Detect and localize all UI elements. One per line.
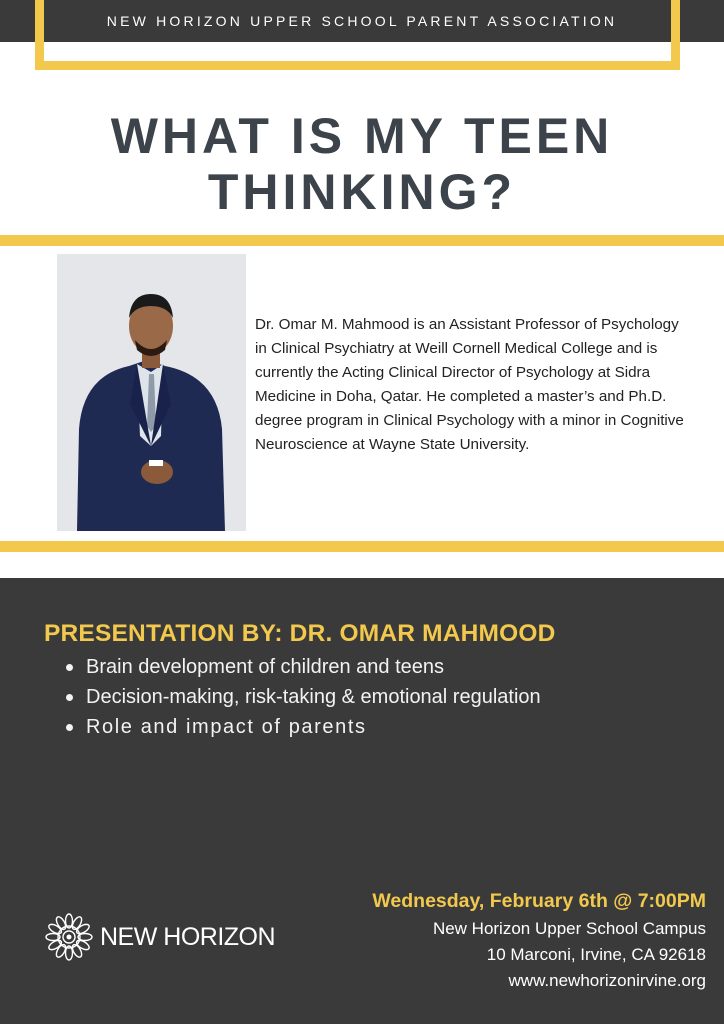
event-details	[372, 886, 706, 994]
divider-bottom	[0, 541, 724, 552]
event-website[interactable]: www.newhorizonirvine.org	[508, 971, 706, 990]
page-title	[0, 108, 724, 220]
school-logo	[44, 912, 275, 962]
logo-text: NEW HORIZON	[100, 922, 276, 951]
header-frame	[35, 0, 680, 70]
topic-item: Role and impact of parents	[66, 712, 541, 742]
topic-item: Brain development of children and teens	[66, 652, 541, 682]
divider-top	[0, 235, 724, 246]
presentation-heading: PRESENTATION BY: DR. OMAR MAHMOOD	[44, 620, 556, 647]
speaker-portrait	[57, 254, 246, 531]
event-date: Wednesday, February 6th @ 7:00PM	[372, 890, 706, 912]
mandala-icon	[44, 912, 94, 962]
topic-item: Decision-making, risk-taking & emotional regulation	[66, 682, 541, 712]
event-address: 10 Marconi, Irvine, CA 92618	[486, 945, 706, 964]
association-name: NEW HORIZON UPPER SCHOOL PARENT ASSOCIATION	[106, 13, 618, 29]
topic-list	[66, 652, 541, 742]
speaker-bio: Dr. Omar M. Mahmood is an Assistant Professor of Psychology in Clinical Psychiatry at Weill Cornell Medical College and is currently the Acting Clinical Director of Psychology at Sidra Medicine in Doha, Qatar. He completed a master’s and Ph.D. degree program in Clinical Psychology with a minor in Cognitive Neuroscience at Wayne State University.	[255, 316, 684, 453]
event-venue: New Horizon Upper School Campus	[432, 919, 706, 938]
title-line-1: WHAT IS MY TEEN	[110, 108, 614, 164]
title-line-2: THINKING?	[207, 164, 517, 220]
speaker-photo	[57, 254, 246, 531]
